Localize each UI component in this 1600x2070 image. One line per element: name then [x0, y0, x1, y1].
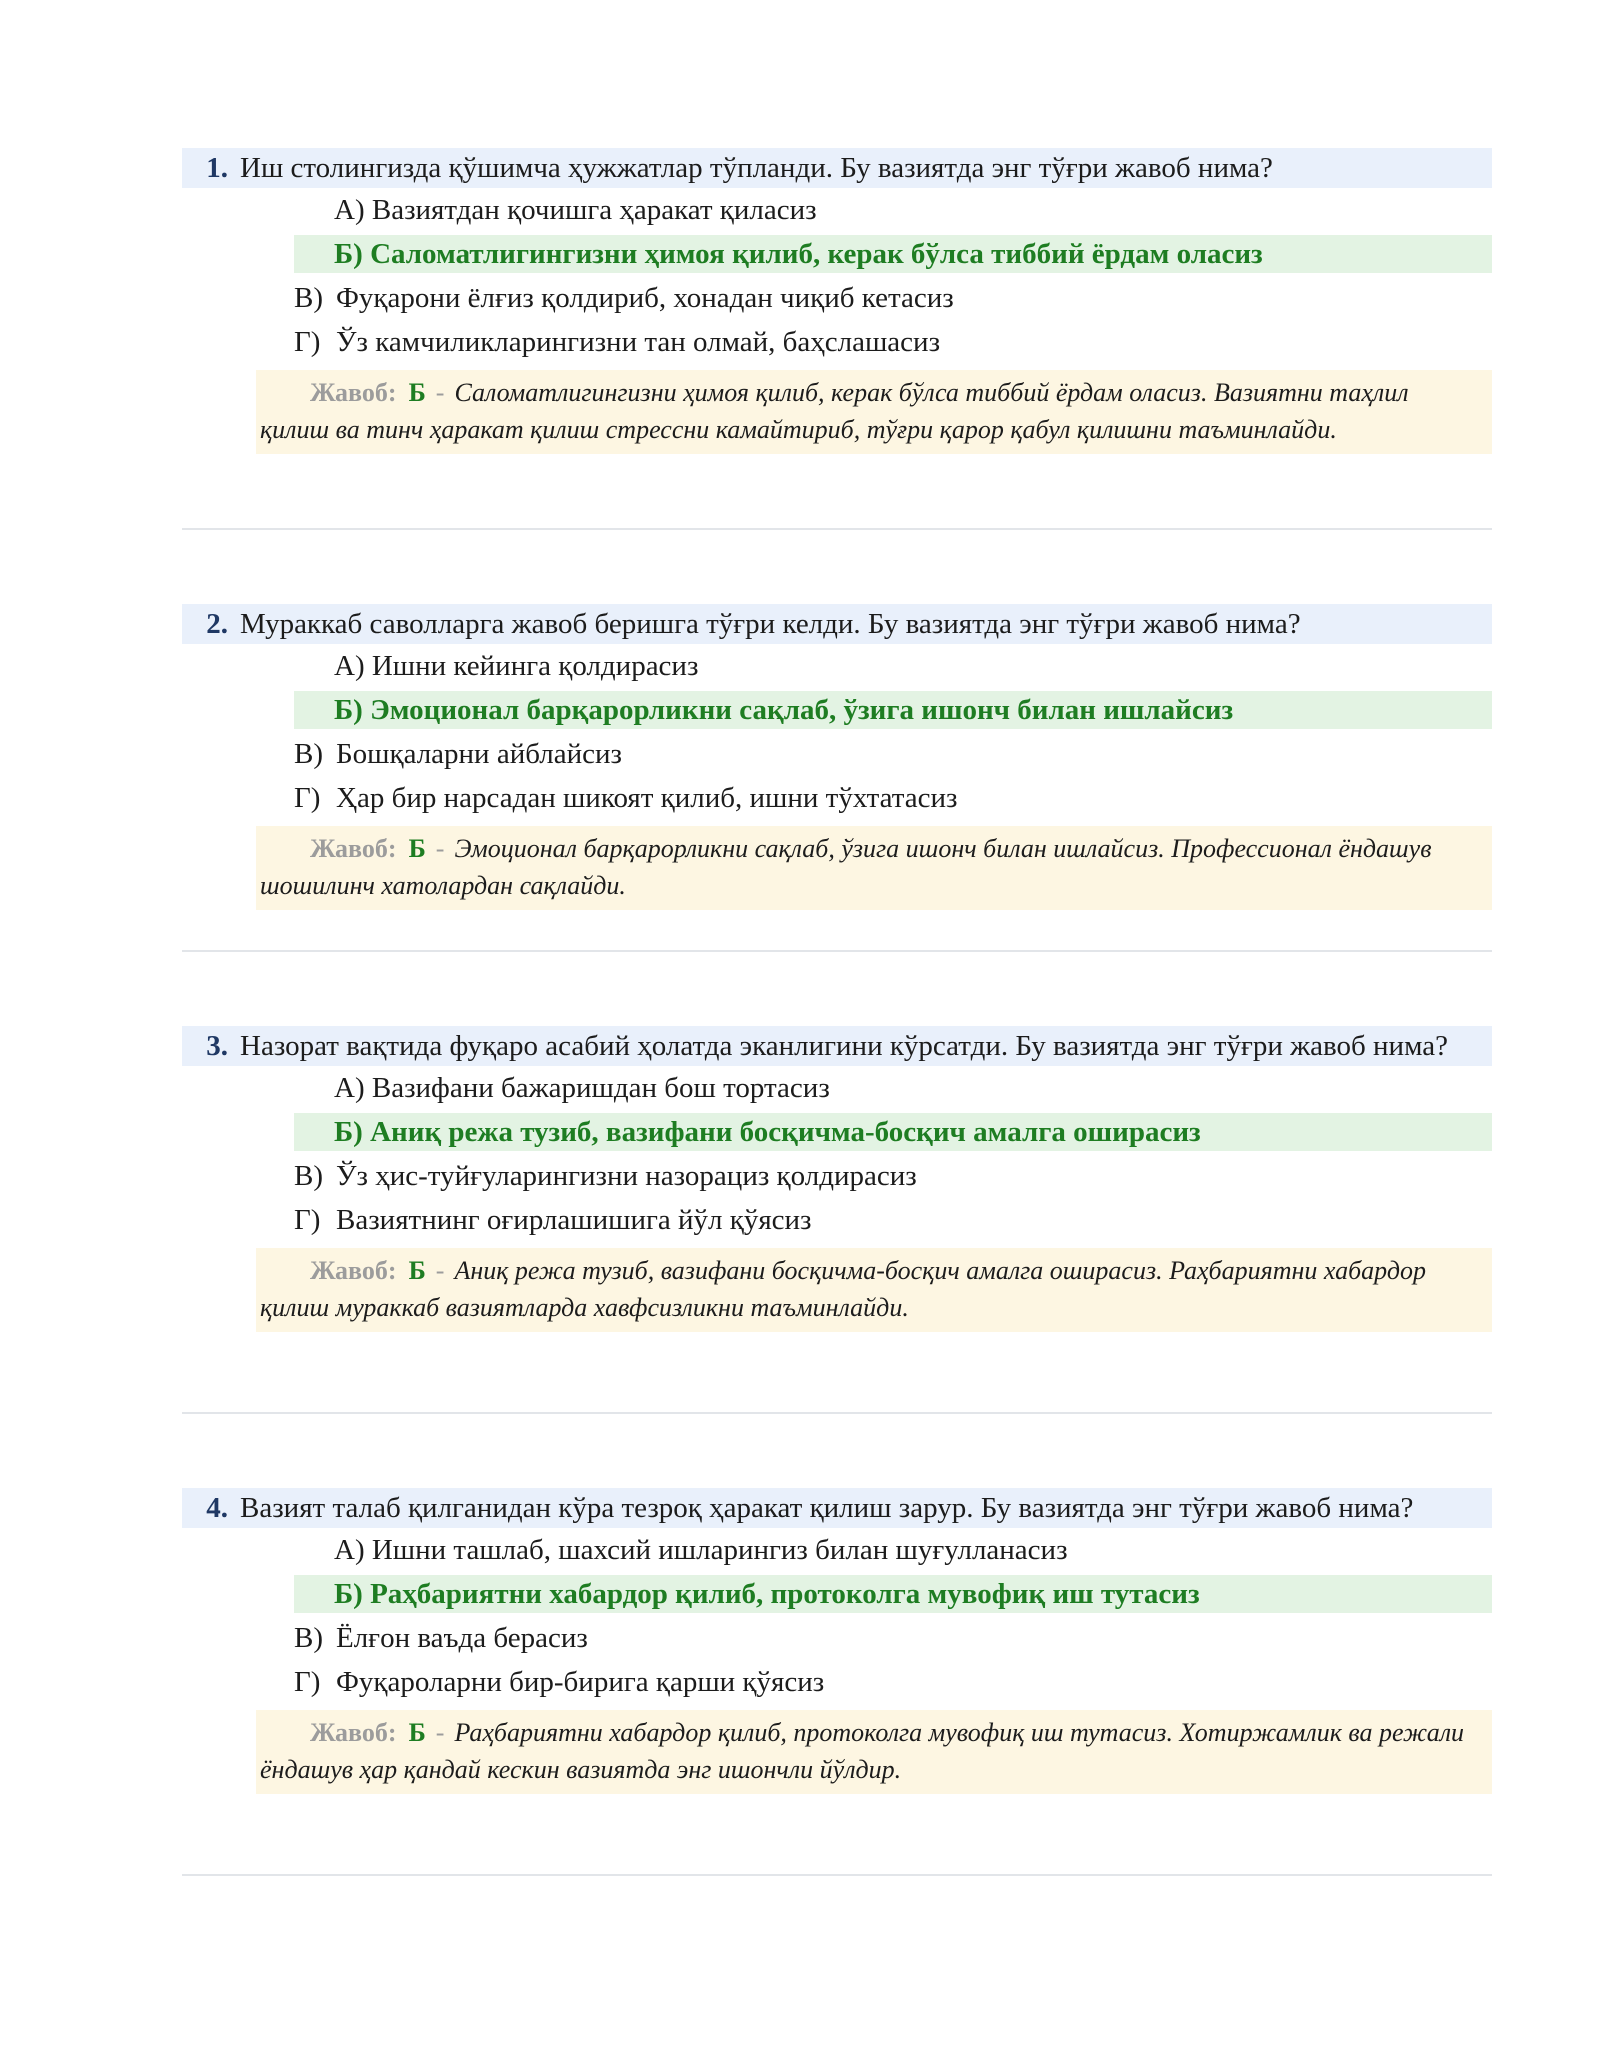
option-text: Фуқарони ёлғиз қолдириб, хонадан чиқиб кетасиз [336, 282, 954, 314]
option-c [182, 732, 1492, 776]
option-letter: В) [294, 282, 323, 314]
option-text: Бошқаларни айблайсиз [336, 738, 622, 770]
option-c [182, 1616, 1492, 1660]
option-text: Ишни ташлаб, шахсий ишларингиз билан шуғулланасиз [371, 1534, 1068, 1566]
answer-text: Раҳбариятни хабардор қилиб, протоколга мувофиқ иш тутасиз. Хотиржамлик ва режали ёндашув ҳар қандай кескин вазиятда энг ишончли йўлдир. [260, 1718, 1465, 1784]
option-letter: Б) [334, 1116, 363, 1148]
question-header [182, 1026, 1492, 1066]
option-letter: Г) [294, 326, 321, 358]
option-text: Ўз камчиликларингизни тан олмай, баҳслашасиз [336, 326, 941, 358]
answer-label: Жавоб: [310, 1718, 397, 1747]
answer-text: Эмоционал барқарорликни сақлаб, ўзига ишонч билан ишлайсиз. Профессионал ёндашув шошилинч хатолардан сақлайди. [260, 834, 1432, 900]
option-letter: А) [334, 650, 365, 682]
option-a [182, 644, 1492, 688]
option-b-correct [294, 1575, 1492, 1613]
option-c [182, 276, 1492, 320]
option-letter: В) [294, 1160, 323, 1192]
option-letter: Г) [294, 782, 321, 814]
answer-label: Жавоб: [310, 378, 397, 407]
option-b-correct [294, 235, 1492, 273]
option-text: Ҳар бир нарсадан шикоят қилиб, ишни тўхтатасиз [336, 782, 958, 814]
question-number: 3. [206, 1030, 228, 1062]
option-d [182, 776, 1492, 820]
option-text: Ишни кейинга қолдирасиз [371, 650, 699, 682]
option-text: Саломатлигингизни ҳимоя қилиб, керак бўлса тиббий ёрдам оласиз [370, 238, 1263, 270]
option-letter: Б) [334, 694, 363, 726]
section-divider [182, 1412, 1492, 1414]
section-divider [182, 528, 1492, 530]
option-letter: Г) [294, 1666, 321, 1698]
answer-explanation [256, 370, 1492, 454]
answer-dash: - [435, 1718, 445, 1747]
option-text: Раҳбариятни хабардор қилиб, протоколга мувофиқ иш тутасиз [370, 1578, 1200, 1610]
option-text: Ёлғон ваъда берасиз [336, 1622, 588, 1654]
question-number: 2. [206, 608, 228, 640]
option-text: Вазиятнинг оғирлашишига йўл қўясиз [336, 1204, 812, 1236]
answer-explanation [256, 1248, 1492, 1332]
option-c [182, 1154, 1492, 1198]
option-text: Вазифани бажаришдан бош тортасиз [371, 1072, 830, 1104]
answer-dash: - [435, 378, 445, 407]
question-text: Вазият талаб қилганидан кўра тезроқ ҳаракат қилиш зарур. Бу вазиятда энг тўғри жавоб нима? [240, 1492, 1414, 1524]
option-text: Аниқ режа тузиб, вазифани босқичма-босқич амалга оширасиз [370, 1116, 1201, 1148]
option-a [182, 1066, 1492, 1110]
question-block-3 [182, 1026, 1492, 1332]
option-text: Фуқароларни бир-бирига қарши қўясиз [336, 1666, 825, 1698]
option-letter: Г) [294, 1204, 321, 1236]
option-d [182, 320, 1492, 364]
option-letter: А) [334, 1534, 365, 1566]
question-block-4 [182, 1488, 1492, 1794]
section-divider [182, 1874, 1492, 1876]
option-letter: А) [334, 1072, 365, 1104]
option-letter: Б) [334, 1578, 363, 1610]
answer-label: Жавоб: [310, 834, 397, 863]
question-block-1 [182, 148, 1492, 454]
question-number: 1. [206, 152, 228, 184]
option-a [182, 1528, 1492, 1572]
answer-letter: Б [408, 834, 426, 863]
question-header [182, 1488, 1492, 1528]
answer-dash: - [435, 834, 445, 863]
option-text: Эмоционал барқарорликни сақлаб, ўзига ишонч билан ишлайсиз [370, 694, 1234, 726]
answer-dash: - [435, 1256, 445, 1285]
option-a [182, 188, 1492, 232]
option-letter: Б) [334, 238, 363, 270]
option-d [182, 1660, 1492, 1704]
option-d [182, 1198, 1492, 1242]
option-text: Вазиятдан қочишга ҳаракат қиласиз [371, 194, 817, 226]
answer-explanation [256, 826, 1492, 910]
question-text: Назорат вақтида фуқаро асабий ҳолатда эканлигини кўрсатди. Бу вазиятда энг тўғри жавоб нима? [240, 1030, 1448, 1062]
answer-letter: Б [408, 1256, 426, 1285]
question-text: Иш столингизда қўшимча ҳужжатлар тўпланди. Бу вазиятда энг тўғри жавоб нима? [240, 152, 1273, 184]
option-letter: А) [334, 194, 365, 226]
answer-text: Саломатлигингизни ҳимоя қилиб, керак бўлса тиббий ёрдам оласиз. Вазиятни таҳлил қилиш ва тинч ҳаракат қилиш стрессни камайтириб, тўғри қарор қабул қилишни таъминлайди. [260, 378, 1409, 444]
option-text: Ўз ҳис-туйғуларингизни назорациз қолдирасиз [336, 1160, 917, 1192]
option-b-correct [294, 1113, 1492, 1151]
section-divider [182, 950, 1492, 952]
answer-label: Жавоб: [310, 1256, 397, 1285]
option-letter: В) [294, 1622, 323, 1654]
answer-letter: Б [408, 378, 426, 407]
answer-explanation [256, 1710, 1492, 1794]
answer-letter: Б [408, 1718, 426, 1747]
answer-text: Аниқ режа тузиб, вазифани босқичма-босқич амалга оширасиз. Раҳбариятни хабардор қилиш мураккаб вазиятларда хавфсизликни таъминлайди. [260, 1256, 1426, 1322]
option-letter: В) [294, 738, 323, 770]
question-text: Мураккаб саволларга жавоб беришга тўғри келди. Бу вазиятда энг тўғри жавоб нима? [240, 608, 1301, 640]
question-header [182, 604, 1492, 644]
question-header [182, 148, 1492, 188]
option-b-correct [294, 691, 1492, 729]
question-block-2 [182, 604, 1492, 910]
question-number: 4. [206, 1492, 228, 1524]
